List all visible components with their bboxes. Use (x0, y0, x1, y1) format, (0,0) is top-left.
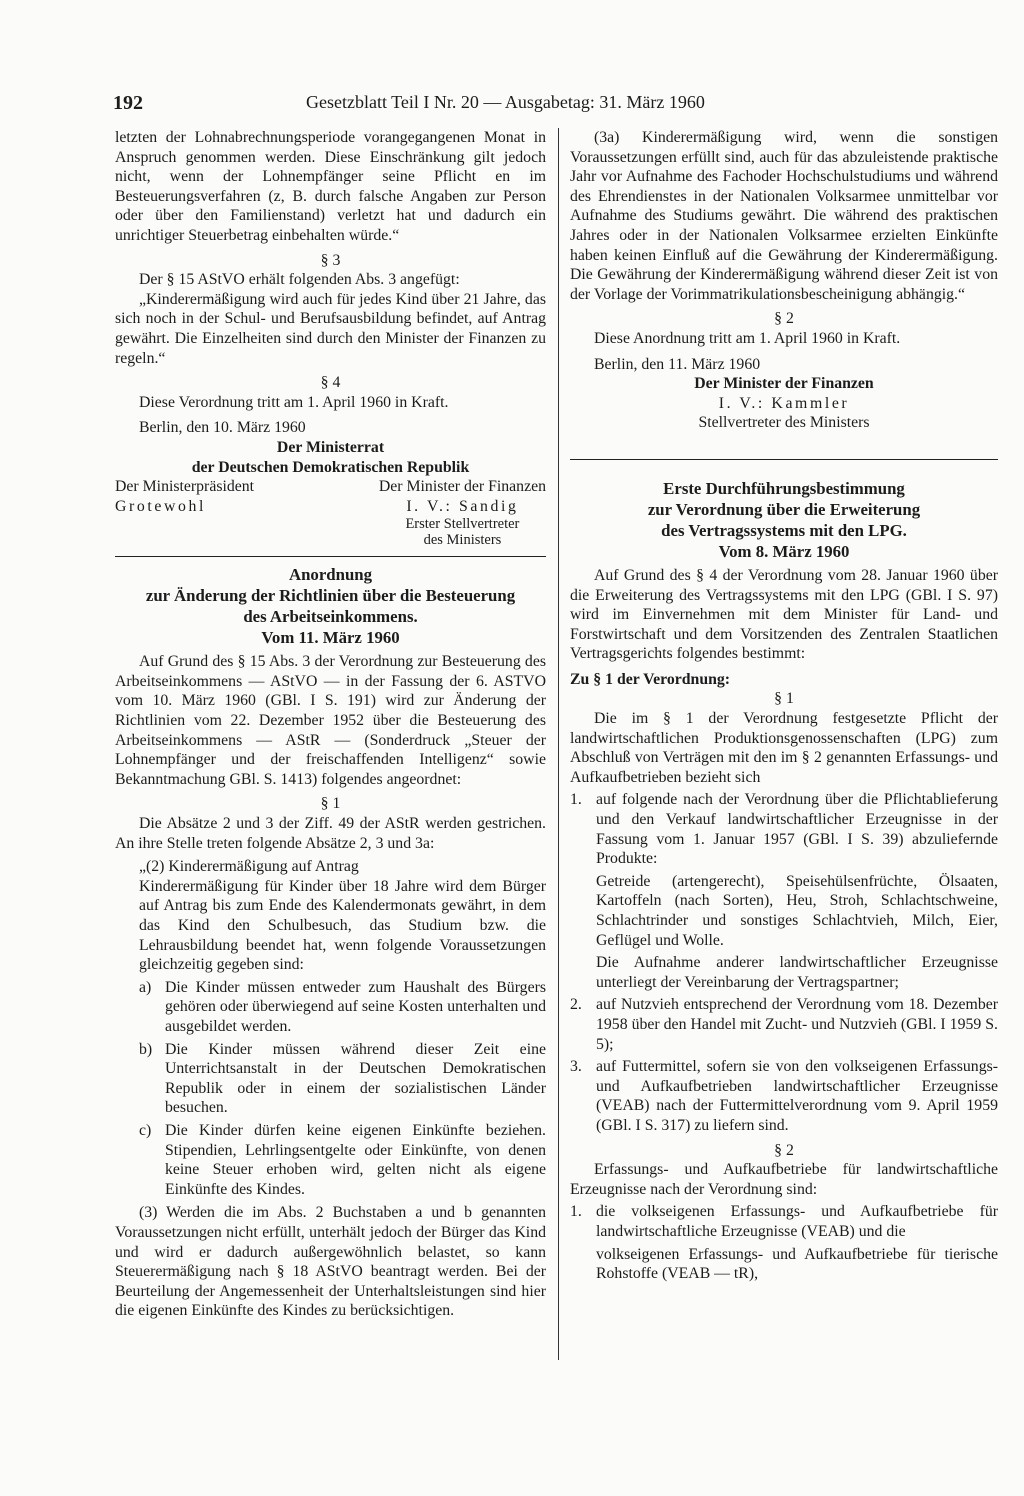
place-date: Berlin, den 10. März 1960 (139, 419, 306, 437)
paragraph: „Kinderermäßigung wird auch für jedes Kind über 21 Jahre, das sich noch in der Schul- und Berufsausbildung befindet, auf Antrag gewährt. Die Einzelheiten sind durch den Minister der Finanzen zu regeln.“ (115, 290, 546, 367)
paragraph: Die im § 1 der Verordnung festgesetzte Pflicht der landwirtschaftlichen Produktionsgenossenschaften (LPG) zum Abschluß von Verträgen mit den im § 2 genannten Erfassungs- und Aufkaufbetrieben bezieht sich (570, 710, 998, 786)
item-key: b) (139, 1040, 153, 1058)
section-heading: § 3 (320, 251, 341, 269)
paragraph: Kinderermäßigung für Kinder über 18 Jahre wird dem Bürger auf Antrag bis zum Ende des Kalendermonats gewährt, in dem das Kind den Schulbesuch, das Studium bzw. die Lehrausbildung beendet hat, wenn folgende Voraussetzungen gleichzeitig gegeben sind: (139, 877, 546, 974)
list-item (139, 978, 546, 1037)
section-heading: § 1 (774, 690, 794, 708)
horizontal-rule (115, 556, 546, 557)
paragraph: Diese Anordnung tritt am 1. April 1960 in Kraft. (594, 329, 901, 347)
item-key: 2. (570, 996, 582, 1014)
signatory-name: I. V.: Sandig (406, 497, 519, 515)
item-subtext: Getreide (artengerecht), Speisehülsenfrüchte, Ölsaaten, Kartoffeln (nach Sorten), Heu, Stroh, Schlachtschweine, Schlachtrinder und sonstiges Schlachtvieh, Milch, Eier, Geflügel und Wolle. (596, 872, 998, 949)
section-heading: § 2 (774, 1141, 794, 1159)
item-subtext: volkseigenen Erfassungs- und Aufkaufbetriebe für tierische Rohstoffe (VEAB — tR), (596, 1245, 998, 1283)
item-text: auf folgende nach der Verordnung über die Pflichtablieferung und den Verkauf landwirtschaftlicher Erzeugnisse in der Fassung vom 1. Januar 1957 (GBl. I S. 39) abzuliefernde Produkte: (596, 791, 998, 868)
page-number: 192 (113, 92, 143, 114)
issuer-line: Der Ministerrat (276, 438, 385, 456)
quoted-heading: „(2) Kinderermäßigung auf Antrag (139, 858, 359, 876)
ordinance-title: zur Änderung der Richtlinien über die Besteuerung (145, 586, 516, 606)
horizontal-rule (570, 459, 998, 460)
ordinance-title: Anordnung (288, 565, 372, 585)
paragraph: Auf Grund des § 4 der Verordnung vom 28. Januar 1960 über die Erweiterung des Vertragssystems mit den LPG (GBl. I S. 97) wird im Einvernehmen mit dem Minister für Land- und Forstwirtschaft und dem Vorsitzenden des Zentralen Staatlichen Vertragsgerichts folgendes bestimmt: (570, 566, 998, 663)
signatory-name: I. V.: Kammler (718, 394, 850, 412)
item-key: c) (139, 1121, 152, 1139)
signatory-role: des Ministers (423, 532, 502, 549)
subsection-heading: Zu § 1 der Verordnung: (570, 670, 731, 688)
ordinance-date: Vom 11. März 1960 (261, 628, 400, 648)
paragraph: Die Absätze 2 und 3 der Ziff. 49 der AStR werden gestrichen. An ihre Stelle treten folgende Absätze 2, 3 und 3a: (115, 815, 546, 852)
list-item (139, 1121, 546, 1199)
right-column (570, 128, 998, 1284)
list-item (570, 1057, 998, 1135)
column-divider (558, 128, 559, 1360)
running-header: Gesetzblatt Teil I Nr. 20 — Ausgabetag: 31. März 1960 (306, 92, 705, 112)
place-date: Berlin, den 11. März 1960 (594, 355, 761, 373)
item-key: 1. (570, 1203, 582, 1221)
signature-left (115, 477, 254, 548)
item-text: die volkseigenen Erfassungs- und Aufkaufbetriebe für landwirtschaftliche Erzeugnisse (VEAB) und die (596, 1203, 998, 1240)
signatory-title: Der Minister der Finanzen (378, 478, 546, 496)
ordinance-date: Vom 8. März 1960 (718, 541, 850, 561)
ordinance-title: des Vertragssystems mit den LPG. (661, 520, 907, 540)
list-item (570, 1202, 998, 1241)
item-key: 1. (570, 791, 582, 809)
item-text: Die Kinder müssen während dieser Zeit eine Unterrichtsanstalt in der Deutschen Demokratischen Republik oder in einem der sozialistischen Länder besuchen. (165, 1040, 546, 1117)
ordinance-title: Erste Durchführungsbestimmung (663, 478, 905, 498)
section-heading: § 2 (774, 310, 794, 328)
item-text: auf Futtermittel, sofern sie von den volkseigenen Erfassungs- und Aufkaufbetrieben landwirtschaftlicher Erzeugnisse (VEAB) nach der Futtermittelverordnung vom 9. April 1959 (GBl. I S. 317) zu liefern sind. (596, 1058, 998, 1134)
item-list (139, 978, 546, 1200)
paragraph: Auf Grund des § 15 Abs. 3 der Verordnung zur Besteuerung des Arbeitseinkommens — AStVO — in der Fassung der 6. ASTVO vom 10. März 1960 (GBl. I S. 191) wird zur Änderung der Richtlinien vom 22. Dezember 1952 über die Besteuerung des Arbeitseinkommens — AStR — (Sonderdruck „Steuer der Lohnempfänger und der freischaffenden Intelligenz“ sowie Bekanntmachung GBl. S. 1413) folgendes angeordnet: (115, 653, 546, 788)
signatory-title: Der Ministerpräsident (115, 478, 255, 496)
paragraph: (3) Werden die im Abs. 2 Buchstaben a und b genannten Voraussetzungen nicht erfüllt, unterhält jedoch der Bürger das Kind und wird er dadurch außergewöhnlich belastet, so kann Steuerermäßigung nach § 18 AStVO beantragt werden. Bei der Beurteilung der Angemessenheit der Unterhaltsleistungen sind hier die eigenen Einkünfte des Kindes zu berücksichtigen. (115, 1204, 546, 1320)
item-key: 3. (570, 1058, 582, 1076)
signatory-role: Erster Stellvertreter (405, 516, 520, 533)
paragraph: Diese Verordnung tritt am 1. April 1960 in Kraft. (139, 393, 449, 411)
issuer-line: der Deutschen Demokratischen Republik (191, 458, 470, 476)
paragraph: Erfassungs- und Aufkaufbetriebe für landwirtschaftliche Erzeugnisse nach der Verordnung sind: (570, 1161, 998, 1198)
list-item (139, 1040, 546, 1118)
item-text: Die Kinder müssen entweder zum Haushalt des Bürgers gehören oder überwiegend auf seine Kosten unterhalten und ausgebildet werden. (165, 978, 546, 1035)
signatory-role: Stellvertreter des Ministers (698, 414, 870, 432)
item-text: auf Nutzvieh entsprechend der Verordnung vom 18. Dezember 1958 über den Handel mit Zucht- und Nutzvieh (GBl. I 1959 S. 5); (596, 996, 998, 1053)
item-key: a) (139, 978, 152, 996)
signature-block (115, 477, 546, 548)
paragraph-continuation: letzten der Lohnabrechnungsperiode vorangegangenen Monat in Anspruch genommen werden. Diese Einschränkung gilt jedoch nicht, wenn der Lohnempfänger seine Pflicht en im Besteuerungsverfahren (z, B. durch falsche Angaben zur Person oder über den Familienstand) verletzt hat und dadurch ein unrichtiger Steuerbetrag einbehalten würde.“ (115, 129, 546, 244)
signatory-name: Grotewohl (115, 497, 206, 515)
ordinance-title: des Arbeitseinkommens. (243, 607, 418, 627)
list-item (570, 995, 998, 1054)
section-heading: § 1 (320, 795, 341, 813)
item-subtext: Die Aufnahme anderer landwirtschaftlicher Erzeugnisse unterliegt der Vereinbarung der Vertragspartner; (596, 954, 998, 991)
list-item (570, 790, 998, 868)
signature-right (379, 477, 546, 548)
ordinance-title: zur Verordnung über die Erweiterung (647, 499, 921, 519)
section-heading: § 4 (320, 374, 341, 392)
item-text: Die Kinder dürfen keine eigenen Einkünfte beziehen. Stipendien, Lehrlingsentgelte oder Einkünfte, von denen keine Steuer erhoben wird, gelten nicht als eigene Einkünfte des Kindes. (165, 1121, 546, 1198)
issuer-line: Der Minister der Finanzen (694, 375, 874, 393)
paragraph: Der § 15 AStVO erhält folgenden Abs. 3 angefügt: (139, 271, 460, 289)
left-column (115, 128, 546, 1321)
paragraph: (3a) Kinderermäßigung wird, wenn die sonstigen Voraussetzungen erfüllt sind, auch für das abzuleistende praktische Jahr vor Aufnahme des Fachoder Hochschulstudiums und während des Ehrendienstes in der Nationalen Volksarmee unmittelbar vor Aufnahme des Studiums gewährt. Die während des praktischen Jahres oder in der Nationalen Volksarmee erzielten Einkünfte haben keinen Einfluß auf die Gewährung der Kinderermäßigung. Die Gewährung der Kinderermäßigung während dieser Zeit ist von der Vorlage der Vorimmatrikulationsbescheinigung abhängig.“ (570, 129, 998, 303)
